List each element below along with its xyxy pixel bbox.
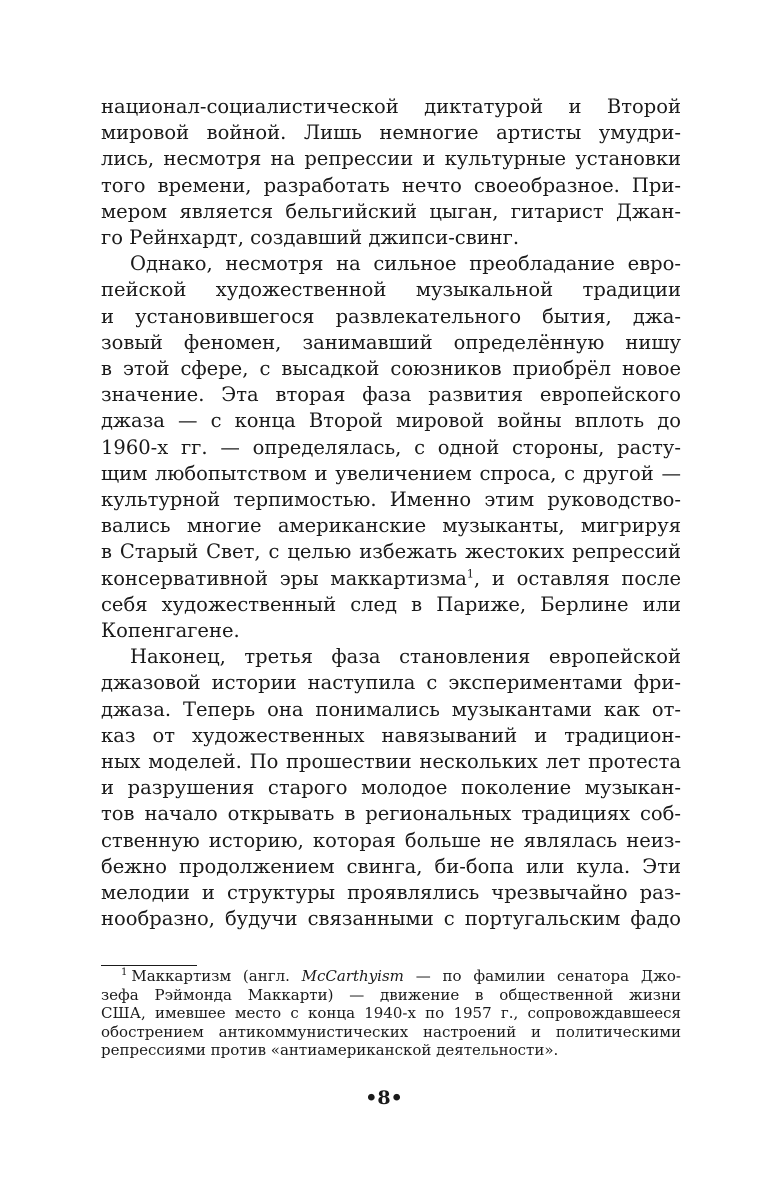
text-line: щим любопытством и увеличением спроса, с другой — <box>101 461 681 485</box>
footnote-ref[interactable]: 1 <box>466 567 474 581</box>
footnote-line: зефа Рэймонда Маккарти) — движение в общественной жизни <box>101 985 681 1004</box>
page-number: •8• <box>365 1087 403 1109</box>
paragraph-2 <box>101 251 681 644</box>
text-line-with-footnote-ref <box>101 566 681 592</box>
text-line: 1960-х гг. — определялась, с одной стороны, расту- <box>101 435 681 459</box>
text-line: культурной терпимостью. Именно этим руководство- <box>101 488 681 512</box>
text-line: Копенгагене. <box>101 619 240 643</box>
footnote-divider <box>101 965 197 966</box>
text-line: мером является бельгийский цыган, гитарист Джан- <box>101 199 681 223</box>
text-segment: — по фамилии сенатора Джо- <box>403 967 681 985</box>
text-line: Однако, несмотря на сильное преобладание евро- <box>130 252 681 276</box>
paragraph-1 <box>101 94 681 251</box>
text-line: национал-социалистической диктатурой и Второй <box>101 95 681 118</box>
text-line: вались многие американские музыканты, мигрируя <box>101 514 681 538</box>
footnote-line: США, имевшее место с конца 1940-х по 1957 г., сопровождавшееся <box>101 1004 681 1023</box>
text-line: и установившегося развлекательного бытия, джа- <box>101 304 681 328</box>
text-line: каз от художественных навязываний и традицион- <box>101 723 681 747</box>
text-line: джазовой истории наступила с экспериментами фри- <box>101 671 681 695</box>
text-line: джаза. Теперь она понимались музыкантами как от- <box>101 697 681 721</box>
text-segment-italic: McCarthyism <box>301 967 404 985</box>
text-line: джаза — с конца Второй мировой войны вплоть до <box>101 409 681 433</box>
text-segment: консервативной эры маккартизма <box>101 566 467 590</box>
text-line: ных моделей. По прошествии нескольких лет протеста <box>101 750 681 774</box>
text-line: зовый феномен, занимавший определённую нишу <box>101 330 681 354</box>
main-text <box>101 94 681 933</box>
footnote <box>101 967 681 1060</box>
text-line: Наконец, третья фаза становления европейской <box>130 645 681 669</box>
text-line: себя художественный след в Париже, Берлине или <box>101 592 681 616</box>
text-line: значение. Эта вторая фаза развития европейского <box>101 383 681 407</box>
text-segment: , и оставляя после <box>473 566 682 590</box>
footnote-line: репрессиями против «антиамериканской деятельности». <box>101 1041 559 1060</box>
text-line: мелодии и структуры проявлялись чрезвычайно раз- <box>101 881 681 905</box>
text-line: бежно продолжением свинга, би-бопа или кула. Эти <box>101 854 681 878</box>
text-segment: Маккартизм (англ. <box>131 967 302 985</box>
text-line: нообразно, будучи связанными с португальским фадо <box>101 907 681 931</box>
footnote-line: обострением антикоммунистических настроений и политическими <box>101 1022 681 1041</box>
text-line: в этой сфере, с высадкой союзников приобрёл новое <box>101 357 681 381</box>
text-line: пейской художественной музыкальной традиции <box>101 278 681 302</box>
text-line: тов начало открывать в региональных традициях соб- <box>101 802 681 826</box>
text-line: и разрушения старого молодое поколение музыкан- <box>101 776 681 800</box>
text-line: ственную историю, которая больше не являлась неиз- <box>101 828 681 852</box>
text-line: лись, несмотря на репрессии и культурные установки <box>101 147 681 171</box>
text-line: мировой войной. Лишь немногие артисты умудри- <box>101 121 681 145</box>
footnote-number: 1 <box>121 967 128 978</box>
footnote-line <box>101 967 681 986</box>
text-line: в Старый Свет, с целью избежать жестоких репрессий <box>101 540 681 564</box>
paragraph-3 <box>101 644 681 932</box>
text-line: го Рейнхардт, создавший джипси-свинг. <box>101 226 520 250</box>
text-line: того времени, разработать нечто своеобразное. При- <box>101 173 681 197</box>
